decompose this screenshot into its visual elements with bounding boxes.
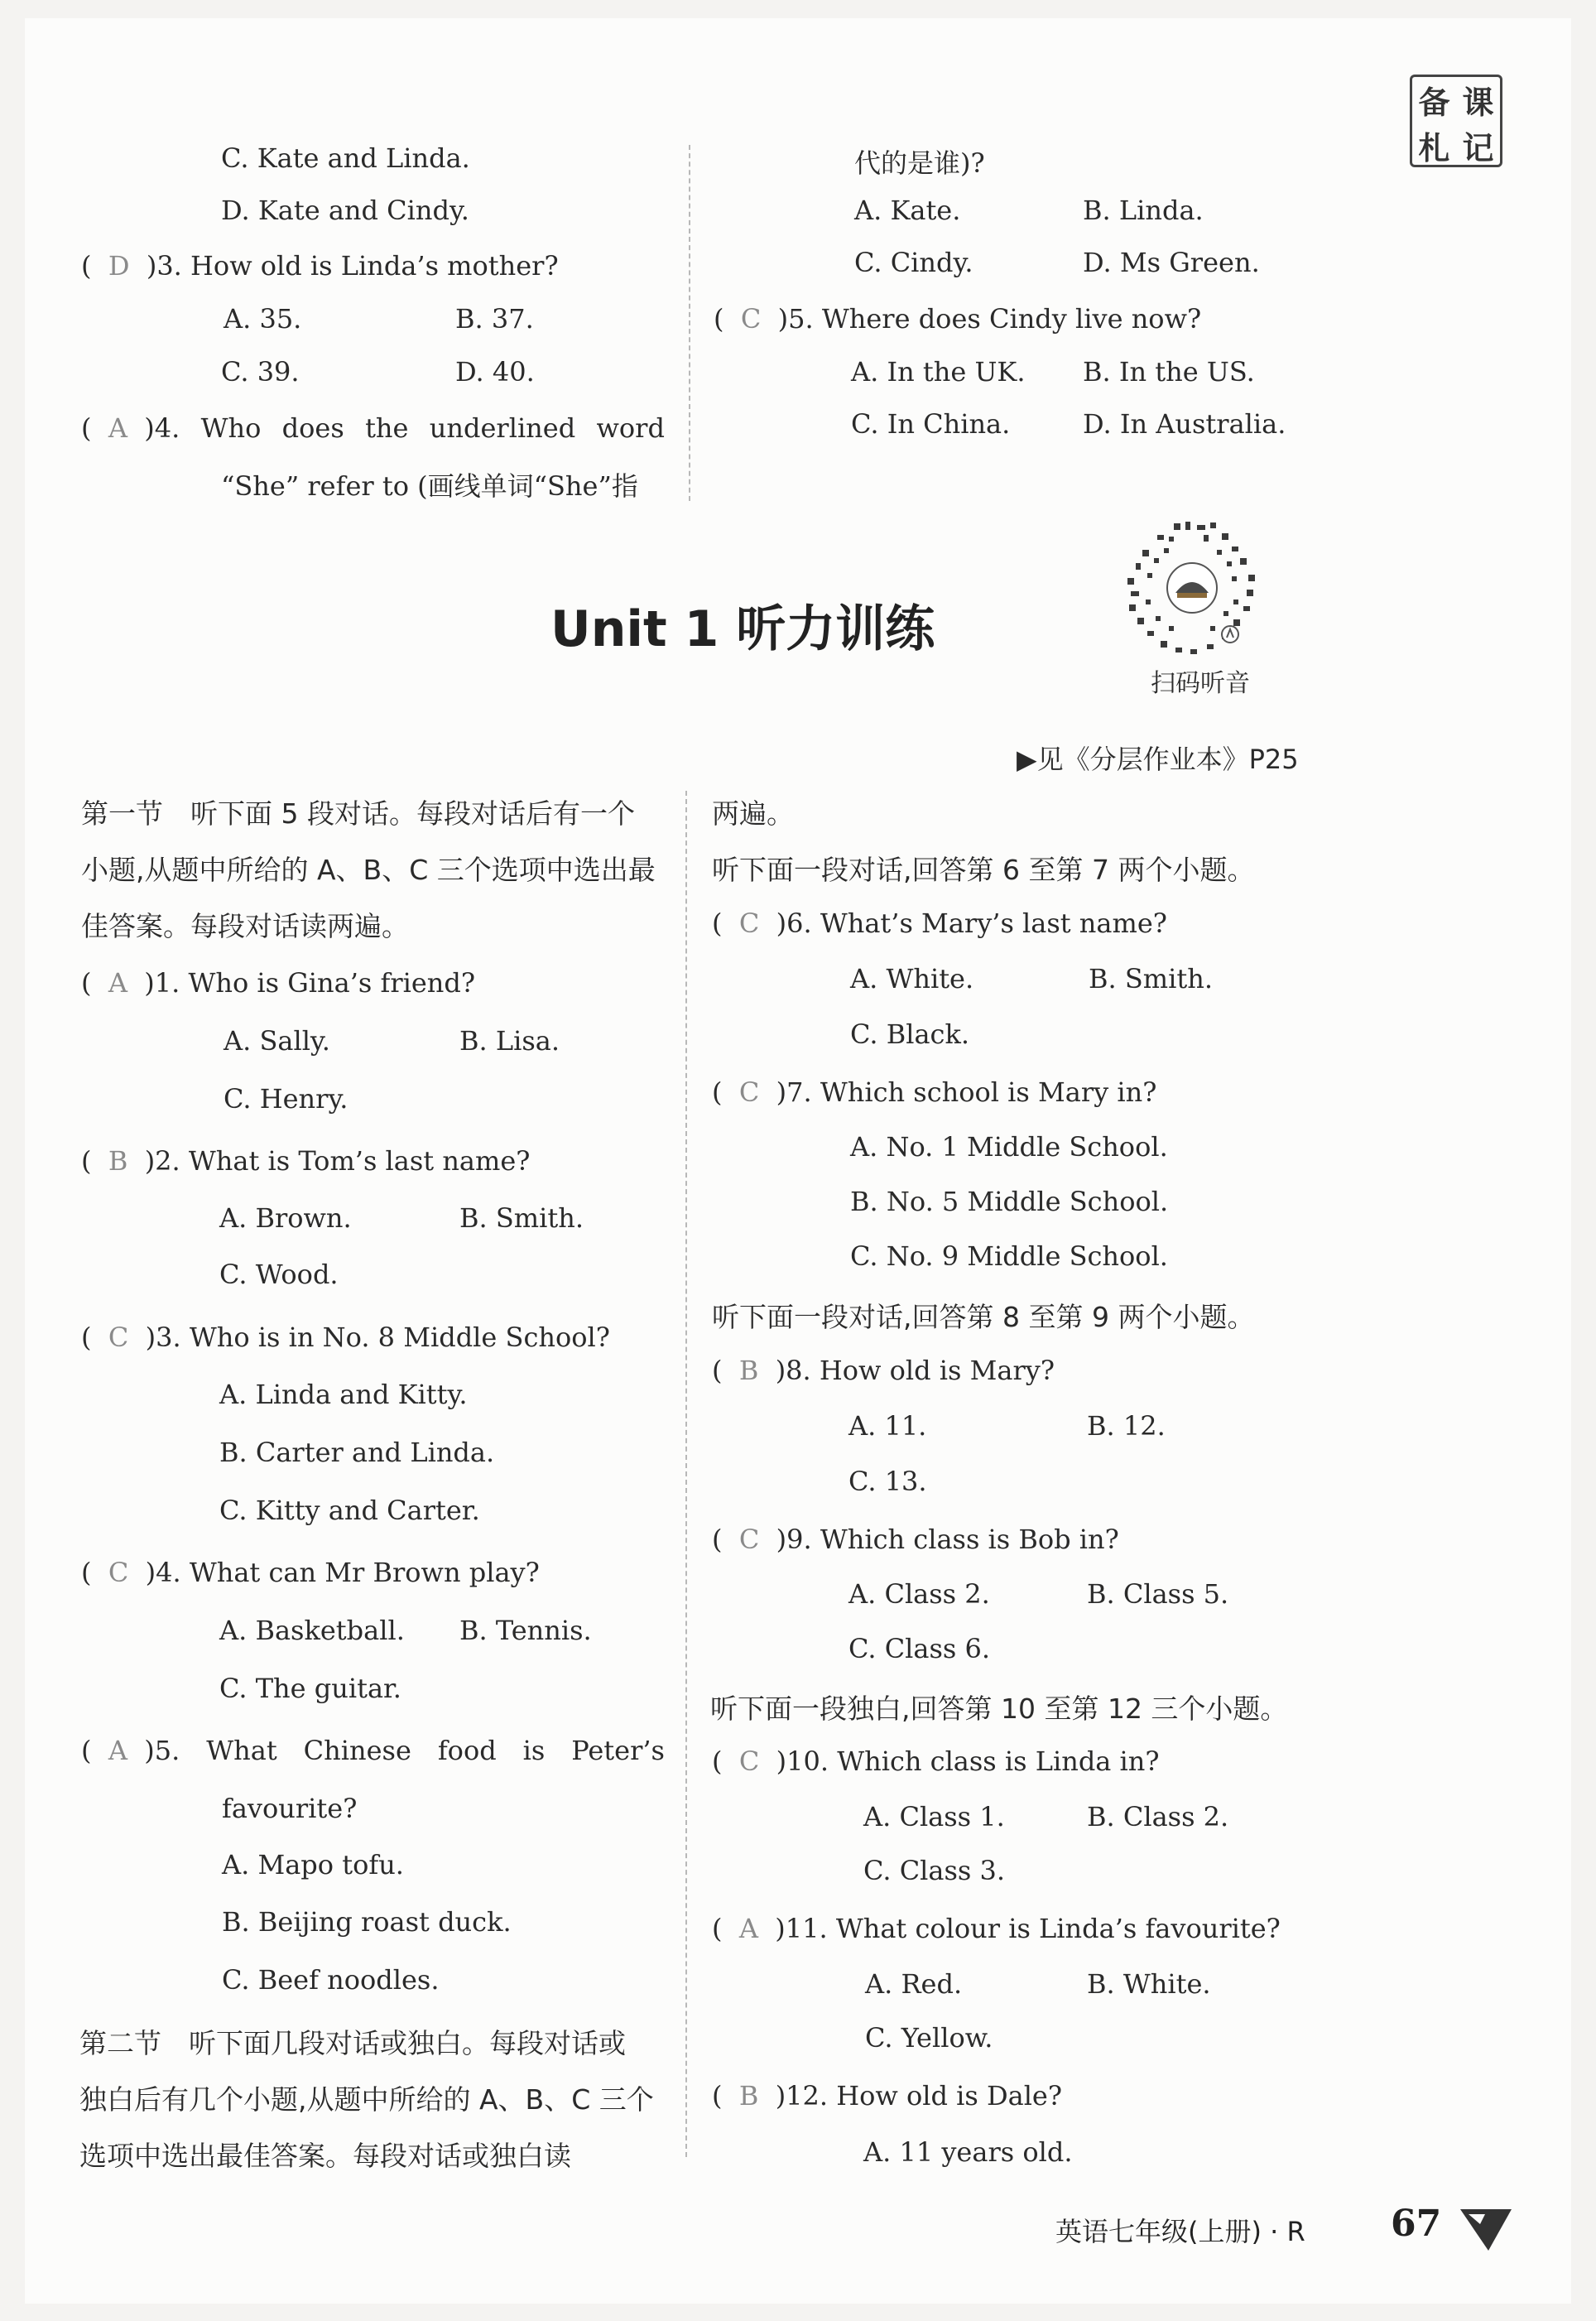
question-text: Which school is Mary in? <box>820 1076 1157 1108</box>
answer: B <box>738 2080 759 2112</box>
question-2: ( B )2. What is Tom’s last name? <box>81 1145 531 1177</box>
option-b: B. Lisa. <box>459 1025 560 1057</box>
question-line: “She” refer to (画线单词“She”指 <box>221 470 638 502</box>
section-title: Unit 1 听力训练 <box>550 600 935 658</box>
question-number: )12. <box>775 2080 829 2112</box>
question-text: What is Tom’s last name? <box>188 1145 531 1177</box>
question-5: ( A )5. What Chinese food is Peter’s <box>81 1735 665 1766</box>
option-a: A. Red. <box>865 1968 963 2000</box>
workbook-reference: ▶见《分层作业本》P25 <box>1017 744 1299 775</box>
question-text: Who is in No. 8 Middle School? <box>189 1322 610 1353</box>
option-a: A. 35. <box>224 303 302 335</box>
option-b: B. No. 5 Middle School. <box>850 1186 1169 1217</box>
question-number: )6. <box>776 908 812 939</box>
badge-char: 札 <box>1418 130 1450 166</box>
word: What <box>206 1735 277 1766</box>
answer: D <box>108 250 130 282</box>
section-2-instructions-end: 两遍。 <box>712 797 794 830</box>
question-number: )4. <box>145 1557 181 1588</box>
question-3: ( C )3. Who is in No. 8 Middle School? <box>81 1322 610 1353</box>
answer: A <box>108 1735 127 1766</box>
option-b: B. Smith. <box>1089 963 1213 994</box>
question-number: )11. <box>775 1913 828 1944</box>
question-11: ( A )11. What colour is Linda’s favourite? <box>712 1913 1281 1944</box>
section-1-instructions: 第一节 听下面 5 段对话。每段对话后有一个 <box>81 797 635 830</box>
option-b: B. Class 2. <box>1087 1801 1229 1832</box>
question-top-5: ( C )5. Where does Cindy live now? <box>714 303 1202 335</box>
question-top-3: ( D )3. How old is Linda’s mother? <box>81 250 559 282</box>
question-number: )10. <box>776 1746 829 1777</box>
question-number: )2. <box>144 1145 180 1177</box>
question-text: How old is Mary? <box>819 1355 1055 1386</box>
option-a: A. Basketball. <box>219 1615 405 1646</box>
option-b: B. 12. <box>1087 1410 1166 1442</box>
word: word <box>596 412 665 444</box>
question-continuation: 代的是谁)? <box>854 147 985 179</box>
answer: B <box>738 1355 759 1386</box>
answer: A <box>108 412 127 444</box>
question-1: ( A )1. Who is Gina’s friend? <box>81 967 476 999</box>
question-text: Which class is Bob in? <box>820 1524 1119 1555</box>
question-text: How old is Linda’s mother? <box>190 250 559 282</box>
section-2-instructions: 独白后有几个小题,从题中所给的 A、B、C 三个 <box>79 2083 654 2116</box>
scan-to-listen-label: 扫码听音 <box>1151 669 1250 698</box>
option-c: C. Kate and Linda. <box>221 142 470 174</box>
word: Chinese <box>303 1735 411 1766</box>
option-d: D. In Australia. <box>1083 408 1286 440</box>
option-c: C. Yellow. <box>865 2022 993 2054</box>
question-number: )3. <box>146 250 182 282</box>
word: food <box>437 1735 497 1766</box>
word: is <box>522 1735 546 1766</box>
option-b: B. In the US. <box>1083 356 1255 388</box>
column-divider <box>689 145 690 501</box>
badge-char: 备 <box>1418 84 1450 121</box>
section-2-instructions: 选项中选出最佳答案。每段对话或独白读 <box>79 2140 571 2172</box>
option-c: C. The guitar. <box>219 1673 401 1704</box>
option-a: A. Mapo tofu. <box>222 1849 404 1880</box>
option-a: A. In the UK. <box>851 356 1026 388</box>
page-corner-arrow-icon <box>1457 2204 1515 2254</box>
option-b: B. Linda. <box>1083 195 1204 226</box>
option-d: D. Kate and Cindy. <box>221 195 469 226</box>
word: the <box>365 412 409 444</box>
option-a: A. No. 1 Middle School. <box>850 1131 1168 1163</box>
word: Who <box>200 412 262 444</box>
question-number: )3. <box>145 1322 181 1353</box>
column-divider <box>685 791 687 2157</box>
badge-char: 课 <box>1462 84 1494 121</box>
option-c: C. Class 3. <box>863 1855 1006 1886</box>
question-text: What’s Mary’s last name? <box>820 908 1167 939</box>
option-a: A. Kate. <box>854 195 961 226</box>
section-1-instructions: 佳答案。每段对话读两遍。 <box>81 910 409 942</box>
answer: A <box>108 967 127 999</box>
option-c: C. 13. <box>848 1466 927 1497</box>
badge-char: 记 <box>1462 130 1494 166</box>
option-c: C. Cindy. <box>854 247 973 278</box>
answer: C <box>738 1524 760 1555</box>
option-a: A. 11. <box>848 1410 927 1442</box>
option-c: C. Henry. <box>224 1083 349 1115</box>
lesson-notes-badge <box>1410 75 1502 167</box>
word: does <box>281 412 344 444</box>
answer: C <box>738 908 760 939</box>
option-a: A. Brown. <box>219 1202 352 1234</box>
section-2-instructions: 第二节 听下面几段对话或独白。每段对话或 <box>79 2027 626 2059</box>
dialogue-lead: 听下面一段对话,回答第 8 至第 9 两个小题。 <box>712 1301 1255 1333</box>
page-number: 67 <box>1391 2203 1442 2245</box>
answer: C <box>740 303 762 335</box>
dialogue-lead: 听下面一段对话,回答第 6 至第 7 两个小题。 <box>712 854 1255 886</box>
option-c: C. Black. <box>850 1018 969 1050</box>
question-number: )4. <box>144 412 180 444</box>
option-c: C. Kitty and Carter. <box>219 1495 480 1526</box>
answer: C <box>108 1557 129 1588</box>
book-title: 英语七年级(上册) · R <box>1055 2216 1305 2247</box>
question-text: Which class is Linda in? <box>837 1746 1160 1777</box>
question-top-4: ( A )4. Who does the underlined word <box>81 412 665 444</box>
word: Peter’s <box>571 1735 665 1766</box>
option-a: A. Linda and Kitty. <box>219 1379 468 1410</box>
answer: C <box>738 1746 760 1777</box>
monologue-lead: 听下面一段独白,回答第 10 至第 12 三个小题。 <box>710 1693 1288 1725</box>
option-c: C. Wood. <box>219 1259 339 1290</box>
question-10: ( C )10. Which class is Linda in? <box>712 1746 1160 1777</box>
option-b: B. 37. <box>455 303 534 335</box>
question-8: ( B )8. How old is Mary? <box>712 1355 1055 1386</box>
answer: B <box>108 1145 128 1177</box>
question-7: ( C )7. Which school is Mary in? <box>712 1076 1157 1108</box>
question-text: How old is Dale? <box>836 2080 1063 2112</box>
option-c: C. In China. <box>851 408 1011 440</box>
question-4: ( C )4. What can Mr Brown play? <box>81 1557 540 1588</box>
option-a: A. Class 1. <box>863 1801 1005 1832</box>
answer: C <box>108 1322 129 1353</box>
answer: A <box>738 1913 758 1944</box>
option-d: D. Ms Green. <box>1083 247 1260 278</box>
question-number: )7. <box>776 1076 812 1108</box>
word: underlined <box>429 412 576 444</box>
qr-code-icon[interactable] <box>1124 520 1261 657</box>
question-text: What can Mr Brown play? <box>189 1557 540 1588</box>
question-number: )5. <box>144 1735 180 1766</box>
question-text: Where does Cindy live now? <box>821 303 1202 335</box>
question-text: Who is Gina’s friend? <box>188 967 476 999</box>
option-b: B. Smith. <box>459 1202 584 1234</box>
option-a: A. 11 years old. <box>863 2136 1073 2168</box>
option-c: C. 39. <box>221 356 300 388</box>
option-b: B. Tennis. <box>459 1615 592 1646</box>
section-1-instructions: 小题,从题中所给的 A、B、C 三个选项中选出最 <box>81 854 656 886</box>
option-a: A. Class 2. <box>848 1578 990 1610</box>
option-d: D. 40. <box>455 356 535 388</box>
answer: C <box>738 1076 760 1108</box>
option-c: C. No. 9 Middle School. <box>850 1240 1168 1272</box>
question-number: )8. <box>775 1355 811 1386</box>
option-b: B. Beijing roast duck. <box>222 1906 512 1938</box>
option-b: B. White. <box>1087 1968 1211 2000</box>
option-a: A. Sally. <box>224 1025 330 1057</box>
option-a: A. White. <box>850 963 974 994</box>
option-c: C. Class 6. <box>848 1633 991 1664</box>
question-9: ( C )9. Which class is Bob in? <box>712 1524 1119 1555</box>
option-c: C. Beef noodles. <box>222 1964 440 1996</box>
question-6: ( C )6. What’s Mary’s last name? <box>712 908 1167 939</box>
question-line: favourite? <box>222 1793 358 1824</box>
question-text: What colour is Linda’s favourite? <box>835 1913 1281 1944</box>
question-12: ( B )12. How old is Dale? <box>712 2080 1063 2112</box>
option-b: B. Carter and Linda. <box>219 1437 495 1468</box>
question-number: )5. <box>777 303 814 335</box>
option-b: B. Class 5. <box>1087 1578 1229 1610</box>
question-number: )9. <box>776 1524 812 1555</box>
question-number: )1. <box>144 967 180 999</box>
